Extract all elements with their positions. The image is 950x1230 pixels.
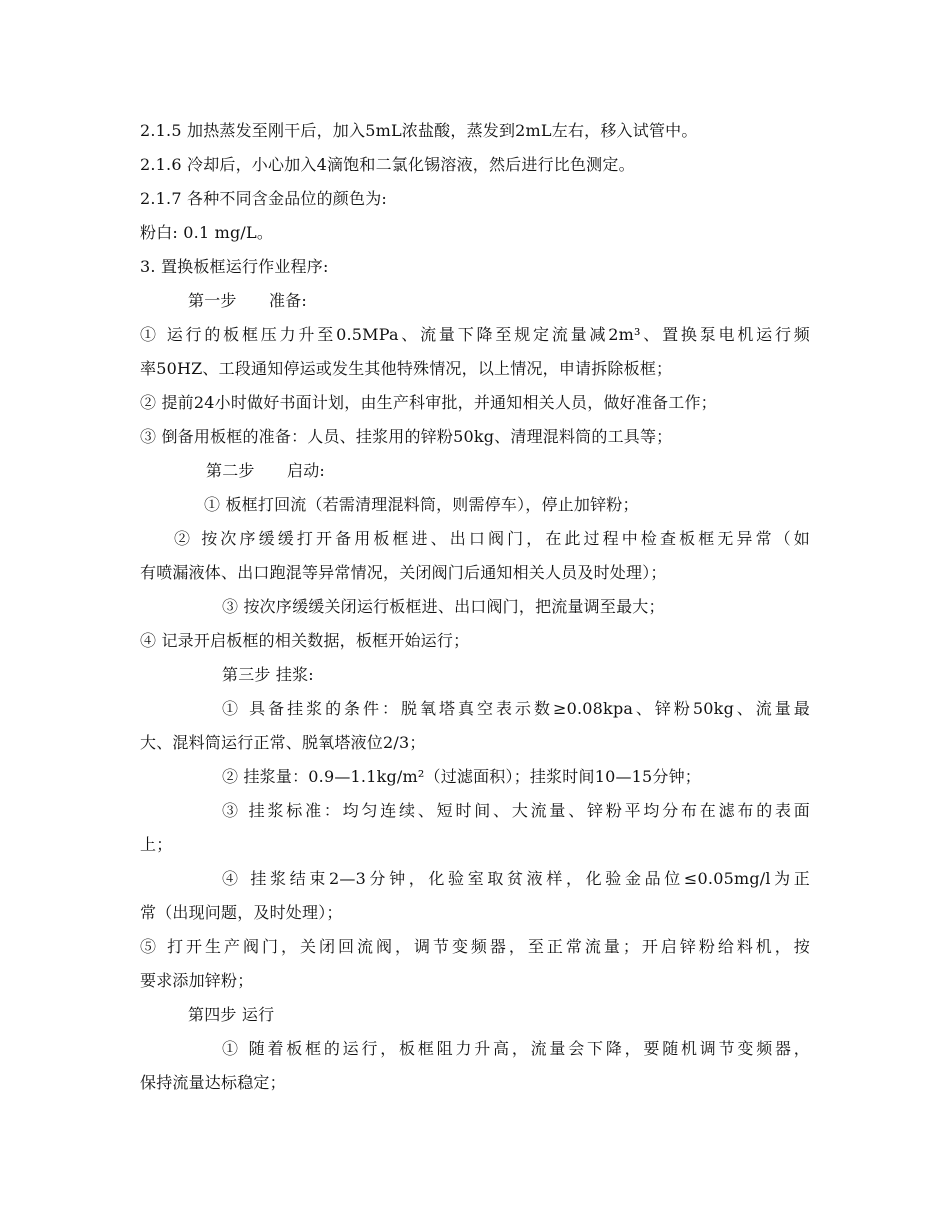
text-line: ② 挂浆量：0.9—1.1kg/m²（过滤面积）；挂浆时间10—15分钟； [222, 767, 702, 786]
text-line: 常（出现问题，及时处理）； [140, 903, 343, 922]
text-line: ③ 挂浆标准：均匀连续、短时间、大流量、锌粉平均分布在滤布的表面 [222, 801, 810, 820]
step-heading: 第三步 挂浆: [222, 665, 314, 684]
text-line: 有喷漏液体、出口跑混等异常情况，关闭阀门后通知相关人员及时处理）； [140, 563, 667, 582]
text-line: 率50HZ、工段通知停运或发生其他特殊情况，以上情况，申请拆除板框； [140, 359, 673, 378]
text-line: ① 随着板框的运行，板框阻力升高，流量会下降，要随机调节变频器， [222, 1039, 810, 1058]
text-line: ⑤ 打开生产阀门，关闭回流阀，调节变频器，至正常流量；开启锌粉给料机，按 [140, 937, 810, 956]
text-line: ① 具备挂浆的条件：脱氧塔真空表示数≥0.08kpa、锌粉50kg、流量最 [222, 699, 810, 718]
text-line: 上； [140, 835, 173, 854]
text-line: ① 运行的板框压力升至0.5MPa、流量下降至规定流量减2m³、置换泵电机运行频 [140, 325, 810, 344]
text-line: 2.1.6 冷却后，小心加入4滴饱和二氯化锡溶液，然后进行比色测定。 [140, 155, 635, 174]
text-line: 大、混料筒运行正常、脱氧塔液位2/3； [140, 733, 426, 752]
text-line: ④ 挂浆结束2—3分钟，化验室取贫液样，化验金品位≤0.05mg/l为正 [222, 869, 810, 888]
text-line: ① 板框打回流（若需清理混料筒，则需停车），停止加锌粉； [204, 495, 639, 514]
text-line: 2.1.5 加热蒸发至刚干后，加入5mL浓盐酸，蒸发到2mL左右，移入试管中。 [140, 121, 698, 140]
text-line: ④ 记录开启板框的相关数据，板框开始运行； [140, 631, 470, 650]
text-line: ③ 按次序缓缓关闭运行板框进、出口阀门，把流量调至最大； [222, 597, 665, 616]
step-heading: 第四步 运行 [188, 1005, 275, 1024]
step-heading: 第二步 启动: [206, 461, 325, 480]
section-heading: 3. 置换板框运行作业程序: [140, 257, 329, 276]
text-line: 粉白: 0.1 mg/L。 [140, 223, 274, 242]
text-line: 2.1.7 各种不同含金品位的颜色为: [140, 189, 387, 208]
text-line: 要求添加锌粉； [140, 971, 254, 990]
text-line: ③ 倒备用板框的准备：人员、挂浆用的锌粉50kg、清理混料筒的工具等； [140, 427, 673, 446]
text-line: ② 按次序缓缓打开备用板框进、出口阀门，在此过程中检查板框无异常（如 [174, 529, 810, 548]
step-heading: 第一步 准备: [188, 291, 307, 310]
text-line: 保持流量达标稳定； [140, 1073, 286, 1092]
text-line: ② 提前24小时做好书面计划，由生产科审批，并通知相关人员，做好准备工作； [140, 393, 717, 412]
